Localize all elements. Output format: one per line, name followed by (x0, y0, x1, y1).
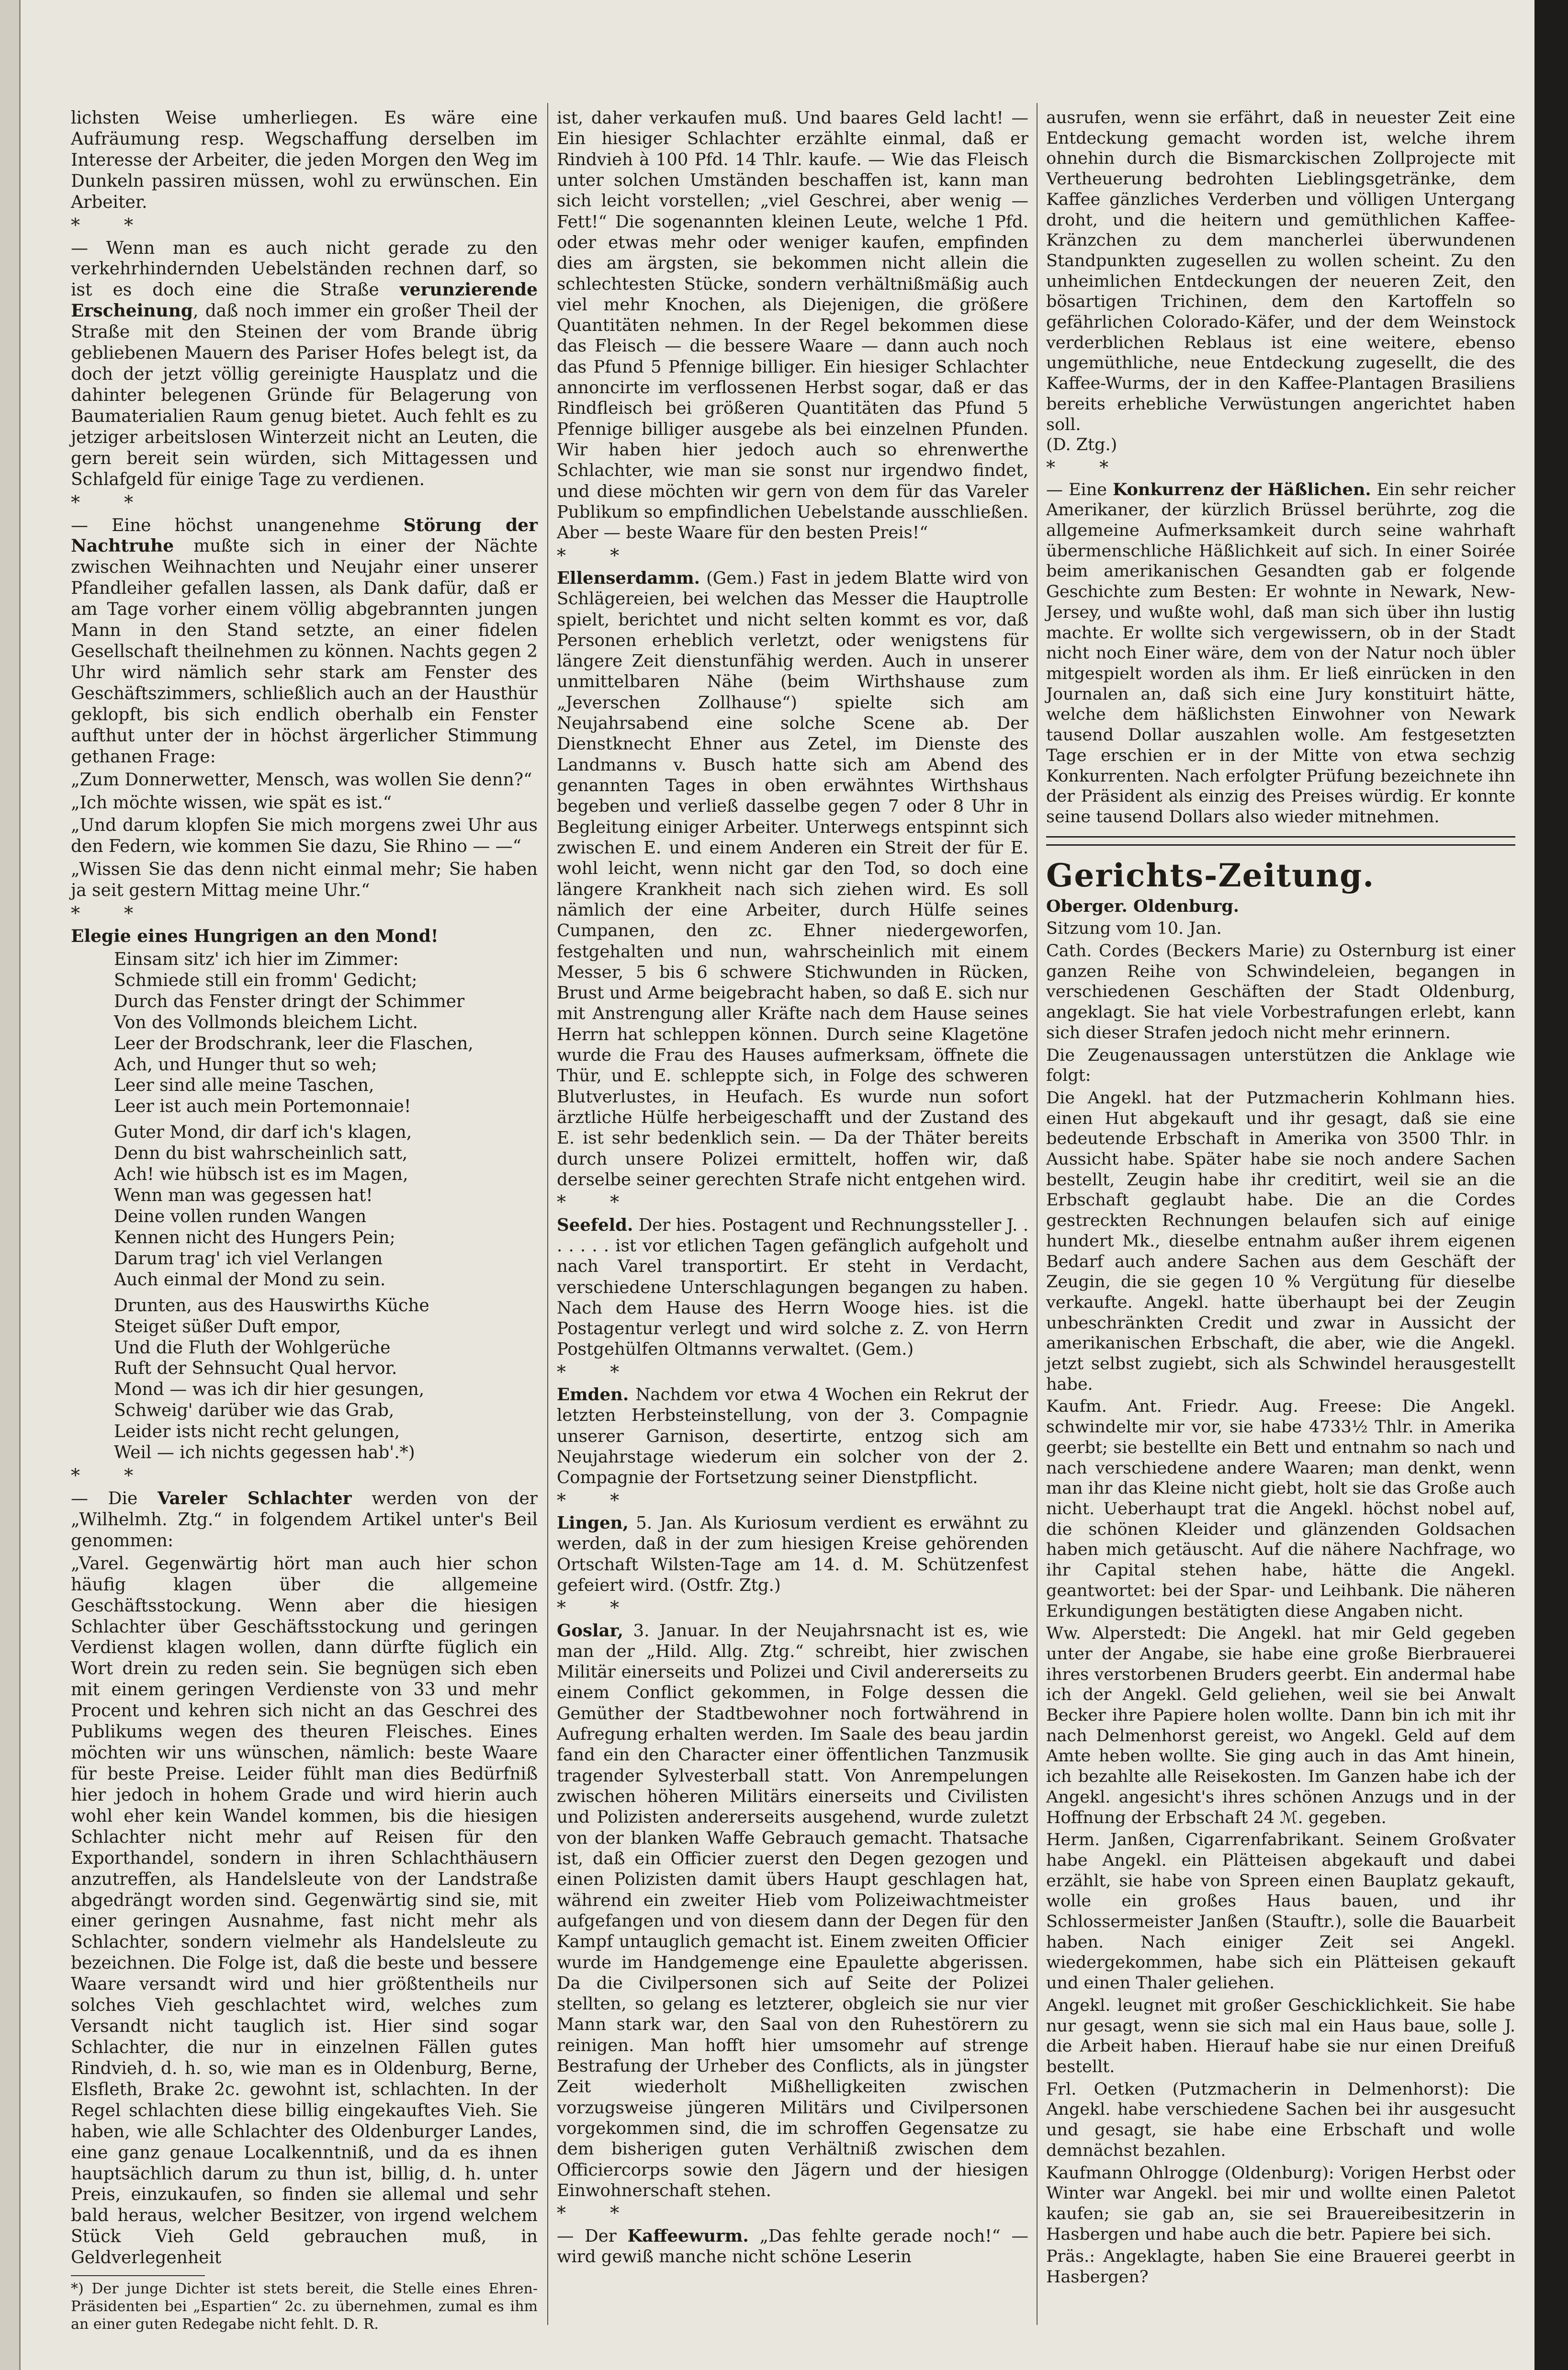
headline: Kaffeewurm. (627, 2226, 749, 2246)
paragraph: — Wenn man es auch nicht gerade zu den verkehrhindernden Uebelständen rechnen darf, so ist es doch eine die Straße verunzierende Erscheinung, daß noch immer ein großer Theil der Straße mit den Steinen der vom Brande übrig gebliebenen Mauern des Pariser Hofes belegt ist, da doch der jetzt völlig gereinigte Hausplatz und die dahinter belegenen Gründe für Belagerung von Baumaterialien Raum genug bietet. Auch fehlt es zu jetziger arbeitslosen Winterzeit nicht an Leuten, die gern bereit sein würden, sich Mittagessen und Schlafgeld für einige Tage zu verdienen. (71, 238, 538, 489)
headline: Lingen, (557, 1513, 629, 1533)
scan-dark-edge (1534, 0, 1568, 2370)
headline: verunzierende Erscheinung (71, 280, 538, 321)
paragraph: Die Zeugenaussagen unterstützen die Anklage wie folgt: (1046, 1045, 1515, 1086)
paragraph: „Und darum klopfen Sie mich morgens zwei Uhr aus den Federn, wie kommen Sie dazu, Sie Rhino — —“ (71, 816, 538, 857)
paragraph: Lingen, 5. Jan. Als Kuriosum verdient es erwähnt zu werden, daß in der zum hiesigen Kreise gehörenden Ortschaft Wilsten-Tage am 14. d. M. Schützenfest gefeiert wird. (Ostfr. Ztg.) (557, 1513, 1028, 1595)
footnote: *) Der junge Dichter ist stets bereit, die Stelle eines Ehren-Präsidenten bei „Espartien“ 2c. zu übernehmen, zumal es ihm an einer guten Redegabe nicht fehlt. D. R. (71, 2280, 538, 2333)
paragraph: Emden. Nachdem vor etwa 4 Wochen ein Rekrut der letzten Herbsteinstellung, von der 3. Compagnie unserer Garnison, desertirte, entzog sich am Neujahrstage wiederum ein solcher von der 2. Compagnie der Fortsetzung seiner Dienstpflicht. (557, 1385, 1028, 1488)
paragraph: Herm. Janßen, Cigarrenfabrikant. Seinem Großvater habe Angekl. ein Plätteisen abgekauft und dabei erzählt, sie habe von Spreen einen Bauplatz gekauft, wolle ein großes Haus bauen, und ihr Schlossermeister Janßen (Stauftr.), solle die Bauarbeit haben. Nach einiger Zeit sei Angekl. wiedergekommen, habe sich ein Plätteisen gekauft und einen Thaler geliehen. (1046, 1830, 1515, 1993)
headline: Emden. (557, 1385, 629, 1405)
paragraph: ist, daher verkaufen muß. Und baares Geld lacht! — Ein hiesiger Schlachter erzählte einmal, daß er Rindvieh à 100 Pfd. 14 Thlr. kaufe. — Wie das Fleisch unter solchen Umständen beschaffen ist, kann man sich leicht vorstellen; „viel Geschrei, aber wenig — Fett!“ Die sogenannten kleinen Leute, welche 1 Pfd. oder etwas mehr oder weniger kaufen, empfinden dies am ärgsten, sie bekommen nicht allein die schlechtesten Stücke, sondern verhältnißmäßig auch viel mehr Knochen, als Diejenigen, die größere Quantitäten nehmen. In der Regel bekommen diese das Fleisch — die bessere Waare — dann auch noch das Pfund 5 Pfennige billiger. Ein hiesiger Schlachter annoncirte im verflossenen Herbst sogar, daß er das Rindfleisch bei größeren Quantitäten das Pfund 5 Pfennige billiger ausgebe als bei einzelnen Pfunden. Wir haben hier jedoch auch so ehrenwerthe Schlachter, wie man sie sonst nur irgendwo findet, und diese möchten wir gern von dem für das Vareler Publikum so empfindlichen Uebelstande ausschließen. Aber — beste Waare für den besten Preis!“ (557, 108, 1028, 543)
section-title: Gerichts-Zeitung. (1046, 856, 1375, 894)
footnote-rule (71, 2275, 205, 2276)
column-rule (1037, 103, 1038, 2325)
section-divider: * * (557, 1361, 639, 1383)
headline: Goslar, (557, 1621, 623, 1641)
paragraph: Präs.: Angeklagte, haben Sie eine Brauerei geerbt in Hasbergen? (1046, 2247, 1515, 2287)
paragraph: Cath. Cordes (Beckers Marie) zu Osternburg ist einer ganzen Reihe von Schwindeleien, begangen in verschiedenen Geschäften der Stadt Oldenburg, angeklagt. Sie hat viele Vorbestrafungen erlebt, kann sich dieser Strafen jedoch nicht mehr erinnern. (1046, 941, 1515, 1043)
paragraph: Angekl. leugnet mit großer Geschicklichkeit. Sie habe nur gesagt, wenn sie sich mal ein Haus baue, solle J. die Arbeit haben. Hierauf habe sie nur einen Dreifuß bestellt. (1046, 1996, 1515, 2076)
column-3 (1046, 108, 1515, 2290)
paragraph: Die Angekl. hat der Putzmacherin Kohlmann hies. einen Hut abgekauft und ihr gesagt, daß sie eine bedeutende Erbschaft in Amerika von 3500 Thlr. in Aussicht habe. Später habe sie noch andere Sachen bestellt, Zeugin habe ihr creditirt, weil sie an die Erbschaft geglaubt habe. Die an die Cordes gestreckten Rechnungen belaufen sich auf einige hundert Mk., dieselbe entnahm außer ihrem eigenen Bedarf auch andere Sachen aus dem Geschäft der Zeugin, die sie gegen 10 % Vergütung für dieselbe verkaufte. Angekl. hatte überhaupt bei der Zeugin unbeschränkten Credit und zwar in Aussicht der amerikanischen Erbschaft, die aber, wie die Angekl. jetzt selbst zugiebt, sich als Schwindel herausgestellt habe. (1046, 1088, 1515, 1394)
paragraph: Goslar, 3. Januar. In der Neujahrsnacht ist es, wie man der „Hild. Allg. Ztg.“ schreibt, hier zwischen Militär einerseits und Polizei und Civil andererseits zu einem Conflict gekommen, in Folge dessen die Gemüther der Stadtbewohner noch fortwährend in Aufregung erhalten werden. Im Saale des beau jardin fand ein den Character einer öffentlichen Tanzmusik tragender Sylvesterball statt. Von Anrempelungen zwischen höheren Militärs einerseits und Civilisten und Polizisten andererseits ausgehend, wurde zuletzt von der blanken Waffe Gebrauch gemacht. Thatsache ist, daß ein Officier zuerst den Degen gezogen und einen Polizisten damit übers Haupt geschlagen hat, während ein zweiter Hieb vom Polizeiwachtmeister aufgefangen und von diesem dann der Degen für den Kampf untauglich gemacht ist. Einem zweiten Officier wurde im Handgemenge eine Epaulette abgerissen. Da die Civilpersonen sich auf Seite der Polizei stellten, so gelang es letzterer, obgleich sie nur vier Mann stark war, den Saal von den Ruhestörern zu reinigen. Man hofft hier umsomehr auf strenge Bestrafung der Urheber des Conflicts, als in jüngster Zeit wiederholt Mißhelligkeiten zwischen vorzugsweise jüngeren Militärs und Civilpersonen vorgekommen sind, die im schroffen Gegensatze zu dem bisherigen guten Verhältniß zwischen dem Officiercorps sowie den Jägern und der hiesigen Einwohnerschaft stehen. (557, 1621, 1028, 2200)
paragraph: „Wissen Sie das denn nicht einmal mehr; Sie haben ja seit gestern Mittag meine Uhr.“ (71, 860, 538, 901)
section-divider: * * (1046, 456, 1128, 478)
paragraph: Seefeld. Der hies. Postagent und Rechnungssteller J. . . . . . . ist vor etlichen Tagen gefänglich aufgeholt und nach Varel transportirt. Er steht in Verdacht, verschiedene Unterschlagungen begangen zu haben. Nach dem Hause des Herrn Wooge hies. ist die Postagentur verlegt und wird solche z. Z. von Herrn Postgehülfen Oltmanns verwaltet. (Gem.) (557, 1215, 1028, 1360)
section-divider: * * (557, 1191, 639, 1213)
section-divider: * * (557, 544, 639, 566)
section-rule (1046, 836, 1515, 846)
paragraph: Ww. Alperstedt: Die Angekl. hat mir Geld gegeben unter der Angabe, sie habe eine große Bierbrauerei ihres verstorbenen Bruders geerbt. Ein andermal habe ich der Angekl. Geld geliehen, weil sie bei Anwalt Becker ihre Papiere holen wollte. Dann bin ich mit ihr nach Delmenhorst gereist, wo Angekl. Geld auf dem Amte heben wollte. Sie ging auch in das Amt hinein, ich bezahlte alle Reisekosten. Im Ganzen habe ich der Angekl. angesicht's ihres schönen Anzugs und in der Hoffnung der Erbschaft 24 ℳ. gegeben. (1046, 1624, 1515, 1827)
section-divider: * * (71, 214, 153, 236)
paragraph: „Ich möchte wissen, wie spät es ist.“ (71, 793, 392, 813)
paragraph: Frl. Oetken (Putzmacherin in Delmenhorst): Die Angekl. habe verschiedene Sachen bei ihr ausgesucht und gesagt, sie habe eine Erbschaft und wolle demnächst bezahlen. (1046, 2079, 1515, 2160)
paragraph: — Der Kaffeewurm. „Das fehlte gerade noch!“ — wird gewiß manche nicht schöne Leserin (557, 2226, 1028, 2267)
column-2 (557, 108, 1028, 2269)
court-name: Oberger. Oldenburg. (1046, 896, 1239, 916)
page-binding-edge (0, 0, 21, 2370)
headline: Seefeld. (557, 1215, 633, 1235)
source-credit: (D. Ztg.) (1046, 435, 1117, 455)
paragraph: „Varel. Gegenwärtig hört man auch hier schon häufig klagen über die allgemeine Geschäftsstockung. Wenn aber die hiesigen Schlachter über Geschäftsstockung und geringen Verdienst klagen wollen, dann dürfte füglich ein Wort drein zu reden sein. Sie begnügen sich eben mit einem geringen Verdienste von 33 und mehr Procent und kehren sich nicht an das Geschrei des Publikums wegen des theuren Fleisches. Eines möchten wir uns wünschen, nämlich: beste Waare für beste Preise. Leider fühlt man dies Bedürfniß hier jedoch in hohem Grade und wird hierin auch wohl eher kein Wandel kommen, bis die hiesigen Schlachter nicht mehr auf Reisen für den Exporthandel, sondern in ihren Schlachthäusern anzutreffen, als Handelsleute von der Landstraße abgedrängt worden sind. Gegenwärtig sind sie, mit einer geringen Ausnahme, fast nicht mehr als Schlachter, sondern vielmehr als Handelsleute zu bezeichnen. Die Folge ist, daß die beste und bessere Waare versandt wird und hier größtentheils nur solches Vieh geschlachtet wird, welches zum Versandt nicht tauglich ist. Hier sind sogar Schlachter, die nur in einzelnen Fällen gutes Rindvieh, d. h. so, wie man es in Oldenburg, Berne, Elsfleth, Brake 2c. gewohnt ist, schlachten. In der Regel schlachten diese billig eingekauftes Vieh. Sie haben, wie alle Schlachter des Oldenburger Landes, eine ganz genaue Localkenntniß, und da es ihnen hauptsächlich darum zu thun ist, billig, d. h. unter Preis, einzukaufen, so finden sie allemal und sehr bald heraus, welcher Besitzer, von irgend welchem Stück Vieh Geld gebrauchen muß, in Geldverlegenheit (71, 1554, 538, 2268)
session-date: Sitzung vom 10. Jan. (1046, 919, 1222, 939)
section-divider: * * (557, 1489, 639, 1511)
section-divider: * * (557, 1597, 639, 1619)
poem-stanza: Einsam sitz' ich hier im Zimmer: Schmiede still ein fromm' Gedicht; Durch das Fenster dringt der Schimmer Von des Vollmonds bleichem Licht. Leer der Brodschrank, leer die Flaschen, Ach, und Hunger thut so weh; Leer sind alle meine Taschen, Leer ist auch mein Portemonnaie! (114, 949, 474, 1117)
headline: Konkurrenz der Häßlichen. (1113, 479, 1371, 499)
paragraph: — Eine Konkurrenz der Häßlichen. Ein sehr reicher Amerikaner, der kürzlich Brüssel berührte, zog die allgemeine Aufmerksamkeit durch seine wahrhaft übermenschliche Häßlichkeit auf sich. In einer Soirée beim amerikanischen Gesandten gab er folgende Geschichte zum Besten: Er wohnte in Newark, New-Jersey, und wußte wohl, daß man sich über ihn lustig machte. Er wollte sich vergewissern, ob in der Stadt nicht noch Einer wäre, dem von der Natur noch übler mitgespielt worden als ihm. Er ließ einrücken in den Journalen an, daß sich eine Jury konstituirt hätte, welche dem häßlichsten Einwohner von Newark tausend Dollar auszahlen wolle. Am festgesetzten Tage erschien er in der Mitte von etwa sechzig Konkurrenten. Nach erfolgter Prüfung bezeichnete ihn der Präsident als einzig des Preises würdig. Er konnte seine tausend Dollars also wieder mitnehmen. (1046, 479, 1516, 827)
headline: Vareler Schlachter (157, 1488, 352, 1508)
paragraph: Kaufm. Ant. Friedr. Aug. Freese: Die Angekl. schwindelte mir vor, sie habe 4733½ Thlr. in Amerika geerbt; sie bestellte ein Bett und entnahm so nach und nach verschiedene andere Waaren; man denkt, wenn man ihr das Kleine nicht giebt, holt sie das Große auch nicht. Ueberhaupt trat die Angekl. höchst nobel auf, die schönen Kleider und glänzenden Goldsachen haben mich getäuscht. Auf die nähere Nachfrage, wo ihr Capital stehen habe, hätte die Angekl. geantwortet: bei der Spar- und Leihbank. Die näheren Erkundigungen bestätigten diese Angaben nicht. (1046, 1397, 1515, 1621)
poem-title: Elegie eines Hungrigen an den Mond! (71, 926, 439, 947)
section-divider: * * (71, 491, 153, 513)
paragraph: — Eine höchst unangenehme Störung der Nachtruhe mußte sich in einer der Nächte zwischen Weihnachten und Neujahr einer unserer Pfandleiher gefallen lassen, als Dank dafür, daß er am Tage vorher einem völlig abgebrannten jungen Mann in den Stand setzte, an einer fidelen Gesellschaft theilnehmen zu können. Nachts gegen 2 Uhr wird nämlich sehr stark am Fenster des Geschäftszimmers, schließlich auch an der Hausthür geklopft, bis sich endlich oberhalb ein Fenster aufthut unter der in höchst ärgerlicher Stimmung gethanen Frage: (71, 515, 538, 767)
paragraph: Kaufmann Ohlrogge (Oldenburg): Vorigen Herbst oder Winter war Angekl. bei mir und wollte einen Paletot kaufen; sie gab an, sie sei Brauereibesitzerin in Hasbergen und habe auch die betr. Papiere bei sich. (1046, 2163, 1515, 2244)
paragraph: ausrufen, wenn sie erfährt, daß in neuester Zeit eine Entdeckung gemacht worden ist, welche ihrem ohnehin durch die Bismarckischen Zollprojecte mit Vertheuerung bedrohten Lieblingsgetränke, dem Kaffee gänzliches Verderben und völligen Untergang droht, und die heitern und gemüthlichen Kaffee-Kränzchen zu dem mancherlei überwundenen Standpunkten zugesellen zu wollen scheint. Zu den unheimlichen Entdeckungen der neueren Zeit, den bösartigen Trichinen, dem den Kartoffeln so gefährlichen Colorado-Käfer, und der dem Weinstock verderblichen Reblaus ist eine weitere, ebenso ungemüthliche, neue Entdeckung zugesellt, die des Kaffee-Wurms, der in den Kaffee-Plantagen Brasiliens bereits erhebliche Verwüstungen angerichtet haben soll. (1046, 108, 1515, 434)
section-divider: * * (71, 1465, 153, 1486)
column-1 (71, 108, 538, 2335)
poem-stanza: Guter Mond, dir darf ich's klagen, Denn du bist wahrscheinlich satt, Ach! wie hübsch ist es im Magen, Wenn man was gegessen hat! Deine vollen runden Wangen Kennen nicht des Hungers Pein; Darum trag' ich viel Verlangen Auch einmal der Mond zu sein. (114, 1123, 412, 1290)
section-divider: * * (71, 903, 153, 924)
paragraph: lichsten Weise umherliegen. Es wäre eine Aufräumung resp. Wegschaffung derselben im Interesse der Arbeiter, die jeden Morgen den Weg im Dunkeln passiren müssen, wohl zu erwünschen. Ein Arbeiter. (71, 108, 538, 212)
headline: Störung der Nachtruhe (71, 515, 538, 556)
paragraph: „Zum Donnerwetter, Mensch, was wollen Sie denn?“ (71, 770, 532, 790)
paragraph: — Die Vareler Schlachter werden von der „Wilhelmh. Ztg.“ in folgendem Artikel unter's Beil genommen: (71, 1488, 538, 1551)
headline: Ellenserdamm. (557, 568, 700, 588)
section-divider: * * (557, 2202, 639, 2224)
poem-stanza: Drunten, aus des Hauswirths Küche Steiget süßer Duft empor, Und die Fluth der Wohlgerüche Ruft der Sehnsucht Qual hervor. Mond — was ich dir hier gesungen, Schweig' darüber wie das Grab, Leider ists nicht recht gelungen, Weil — ich nichts gegessen hab'.*) (114, 1295, 429, 1463)
column-rule (547, 103, 548, 2325)
paragraph: Ellenserdamm. (Gem.) Fast in jedem Blatte wird von Schlägereien, bei welchen das Messer die Hauptrolle spielt, berichtet und nicht selten kommt es vor, daß Personen erheblich verletzt, oder wenigstens für längere Zeit dienstunfähig werden. Auch in unserer unmittelbaren Nähe (beim Wirthshause zum „Jeverschen Zollhause“) spielte sich am Neujahrsabend eine solche Scene ab. Der Dienstknecht Ehner aus Zetel, im Dienste des Landmanns v. Busch hatte sich am Abend des genannten Tages in oben erwähntes Wirthshaus begeben und verließ dasselbe gegen 7 oder 8 Uhr in Begleitung einiger Arbeiter. Unterwegs entspinnt sich zwischen E. und einem Anderen ein Streit der für E. wohl leicht, wenn nicht gar den Tod, so doch eine längere Krankheit nach sich ziehen wird. Es soll nämlich der eine Arbeiter, durch Hülfe seines Cumpanen, den zc. Ehner niedergeworfen, festgehalten und nun, wahrscheinlich mit einem Messer, 5 bis 6 schwere Stichwunden in Rücken, Brust und Arme beigebracht haben, so daß E. sich nur mit Anstrengung aller Kräfte nach dem Hause seines Herrn hat schleppen können. Durch seine Klagetöne wurde die Frau des Hauses aufmerksam, öffnete die Thür, und E. schleppte sich, in Folge des schweren Blutverlustes, in Heufach. Es wurde nun sofort ärztliche Hülfe herbeigeschafft und der Zustand des E. ist sehr bedenklich sein. — Da der Thäter bereits durch unsere Polizei ermittelt, hoffen wir, daß derselbe seiner gerechten Strafe nicht entgehen wird. (557, 568, 1028, 1190)
